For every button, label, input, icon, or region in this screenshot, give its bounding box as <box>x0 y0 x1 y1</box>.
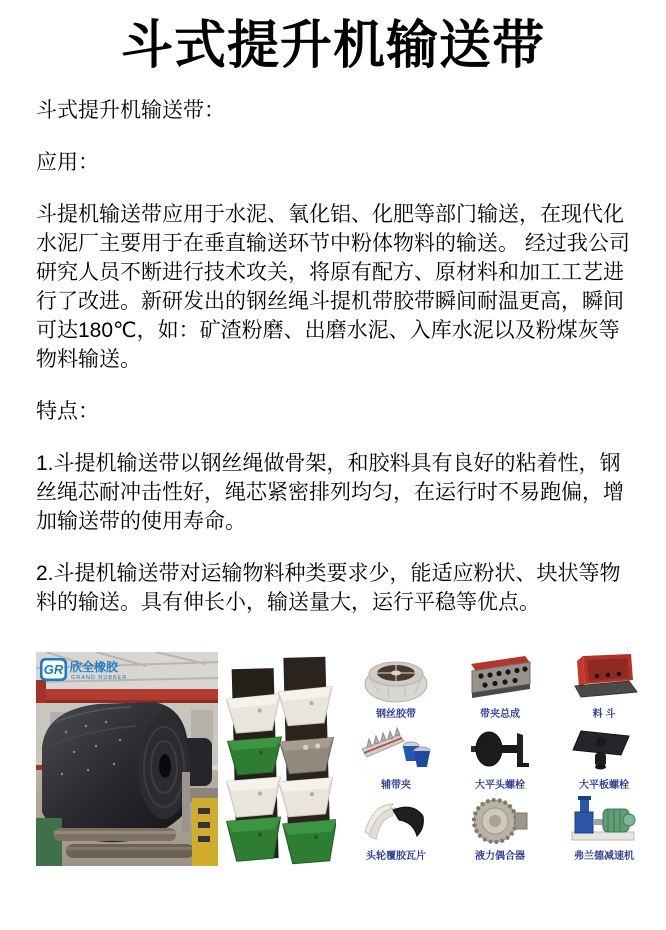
head-wheel-rubber-tile-icon <box>359 794 433 848</box>
body-text <box>36 96 632 640</box>
page-title: 斗式提升机输送带 <box>120 17 545 75</box>
brand-name-en: GRAND RUBBER <box>71 675 128 681</box>
product-cell <box>552 652 656 723</box>
belt-clamp-assembly-icon <box>463 652 537 706</box>
bucket-steel <box>279 738 334 774</box>
auxiliary-belt-clamp-icon <box>359 723 433 777</box>
product-label: 辅带夹 <box>381 780 411 791</box>
product-cell <box>448 723 552 794</box>
product-cell <box>448 652 552 723</box>
machine-slot <box>198 822 210 828</box>
steel-wire-belt-roll-icon <box>359 652 433 706</box>
hopper-bucket-icon <box>567 652 641 706</box>
product-label: 大平头螺栓 <box>475 780 525 791</box>
fluid-coupling-icon <box>463 794 537 848</box>
crane-beam-shadow <box>36 700 218 703</box>
accessory-product-grid <box>344 652 656 866</box>
bucket-green <box>227 737 282 775</box>
machine-slot <box>198 836 210 842</box>
application-label: 应用： <box>36 151 99 174</box>
product-label: 料 斗 <box>592 709 616 720</box>
bucket-green <box>227 817 282 861</box>
bucket-samples-photo <box>224 652 336 866</box>
product-label: 大平板螺栓 <box>579 780 629 791</box>
steel-roller <box>54 828 176 841</box>
brand-logo <box>40 658 127 681</box>
product-cell <box>448 794 552 865</box>
brand-name-cn: 欣全橡胶 <box>70 660 119 674</box>
feature-2-text: 2.斗提机输送带对运输物料种类要求少，能适应粉状、块状等物料的输送。具有伸长小，输送量大，运行平稳等优点。 <box>36 562 621 614</box>
steel-roller <box>66 844 194 858</box>
bucket-white <box>226 777 281 817</box>
product-cell <box>344 723 448 794</box>
features-label: 特点： <box>36 400 99 423</box>
machine-slot <box>198 808 210 814</box>
product-cell <box>552 794 656 865</box>
flat-head-bolt-icon <box>463 723 537 777</box>
belt-roll <box>42 702 190 842</box>
product-cell <box>344 652 448 723</box>
machine-post <box>182 772 190 832</box>
brand-logo-gr: GR <box>43 662 64 677</box>
roller-highlight <box>66 847 194 850</box>
factory-belt-roll-photo <box>36 652 218 866</box>
bucket-green <box>283 820 336 864</box>
product-label: 液力偶合器 <box>475 851 525 862</box>
product-label: 弗兰德减速机 <box>574 851 634 862</box>
product-label: 头轮覆胶瓦片 <box>366 851 426 862</box>
application-text: 斗提机输送带应用于水泥、氧化铝、化肥等部门输送，在现代化水泥厂主要用于在垂直输送环节中粉体物料的输送。 经过我公司研究人员不断进行技术攻关，将原有配方、原材料和加工工艺进行了改进。新研发出的钢丝绳斗提机带胶带瞬间耐温更高，瞬间可达180℃，如：矿渣粉磨、出磨水泥、入库水泥以及粉煤灰等物料输送。 <box>36 203 630 371</box>
intro-line: 斗式提升机输送带： <box>36 99 225 122</box>
flender-reducer-icon <box>567 794 641 848</box>
feature-1-text: 1.斗提机输送带以钢丝绳做骨架，和胶料具有良好的粘着性，钢丝绳芯耐冲击性好，绳芯紧密排列均匀，在运行时不易跑偏，增加输送带的使用寿命。 <box>36 452 624 533</box>
bucket-white <box>226 694 281 733</box>
product-label: 钢丝胶带 <box>376 709 416 720</box>
bucket-white <box>278 687 333 726</box>
green-machine-frame <box>36 818 62 866</box>
product-label: 带夹总成 <box>480 709 520 720</box>
roller-highlight <box>54 831 176 834</box>
product-cell <box>344 794 448 865</box>
bucket-white <box>279 778 334 817</box>
product-cell <box>552 723 656 794</box>
product-image-collage <box>36 652 658 868</box>
flat-plate-bolt-icon <box>567 723 641 777</box>
